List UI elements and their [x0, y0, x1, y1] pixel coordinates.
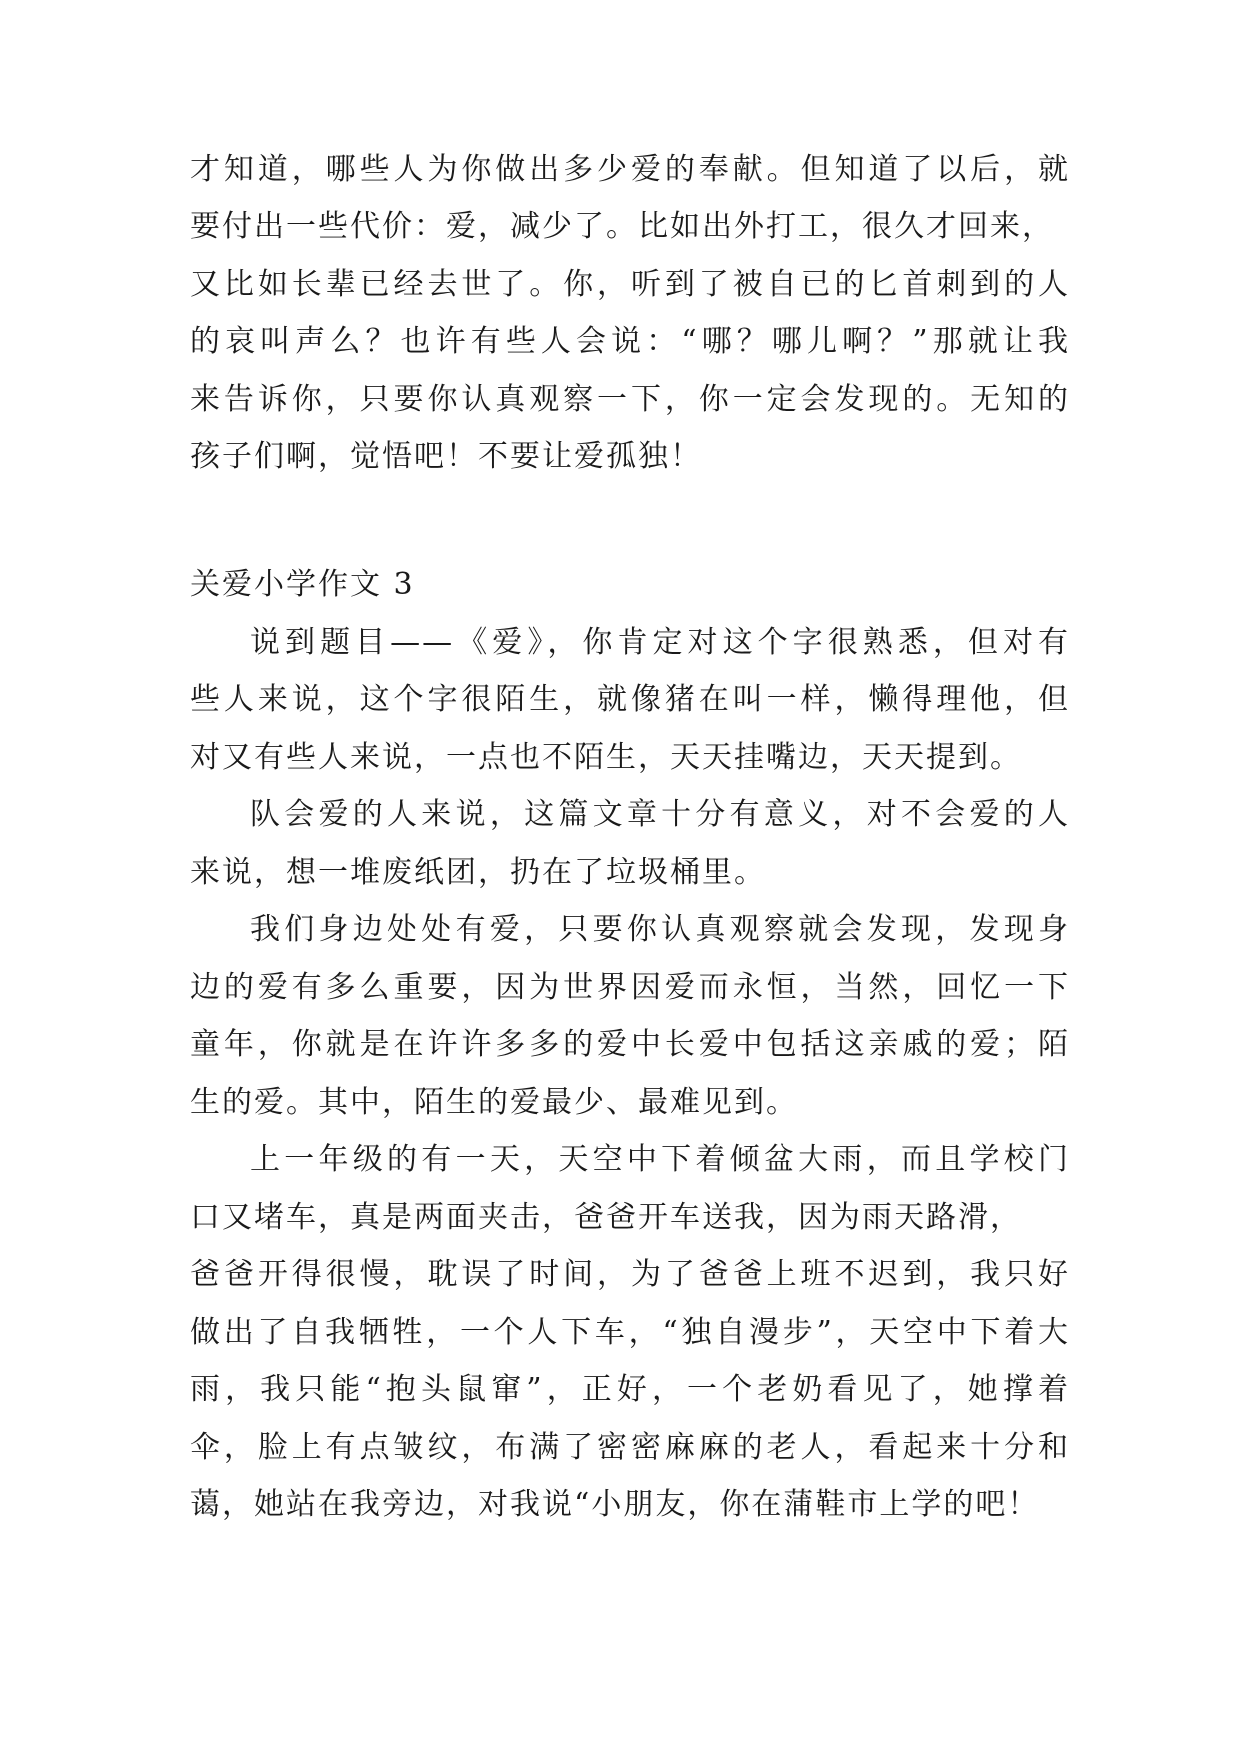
- intro-line-5: 来告诉你，只要你认真观察一下，你一定会发现的。无知的: [190, 382, 1070, 417]
- body-line: 说到题目——《爱》，你肯定对这个字很熟悉，但对有: [250, 625, 1070, 660]
- body-line: 我们身边处处有爱，只要你认真观察就会发现，发现身: [250, 912, 1070, 947]
- body-line: 来说，想一堆废纸团，扔在了垃圾桶里。: [190, 855, 766, 890]
- body-line: 做出了自我牺牲，一个人下车，“独自漫步”，天空中下着大: [190, 1315, 1070, 1350]
- body-line: 边的爱有多么重要，因为世界因爱而永恒，当然，回忆一下: [190, 970, 1070, 1005]
- body-line: 爸爸开得很慢，耽误了时间，为了爸爸上班不迟到，我只好: [190, 1257, 1070, 1292]
- body-line: 生的爱。其中，陌生的爱最少、最难见到。: [190, 1085, 798, 1120]
- intro-line-2: 要付出一些代价：爱，减少了。比如出外打工，很久才回来，: [190, 209, 1054, 244]
- body-line: 雨，我只能“抱头鼠窜”，正好，一个老奶看见了，她撑着: [190, 1372, 1070, 1407]
- body-line: 口又堵车，真是两面夹击，爸爸开车送我，因为雨天路滑，: [190, 1200, 1022, 1235]
- intro-line-4: 的哀叫声么？也许有些人会说：“哪？哪儿啊？”那就让我: [190, 324, 1070, 359]
- body-line: 蔼，她站在我旁边，对我说“小朋友，你在蒲鞋市上学的吧！: [190, 1487, 1040, 1522]
- body-line: 些人来说，这个字很陌生，就像猪在叫一样，懒得理他，但: [190, 682, 1070, 717]
- intro-line-6: 孩子们啊，觉悟吧！不要让爱孤独！: [190, 439, 702, 474]
- body-line: 伞，脸上有点皱纹，布满了密密麻麻的老人，看起来十分和: [190, 1430, 1070, 1465]
- body-line: 童年，你就是在许许多多的爱中长爱中包括这亲戚的爱；陌: [190, 1027, 1070, 1062]
- intro-line-3: 又比如长辈已经去世了。你，听到了被自已的匕首刺到的人: [190, 267, 1070, 302]
- body-line: 队会爱的人来说，这篇文章十分有意义，对不会爱的人: [250, 797, 1070, 832]
- section-title: 关爱小学作文 3: [190, 567, 415, 602]
- body-line: 对又有些人来说，一点也不陌生，天天挂嘴边，天天提到。: [190, 740, 1022, 775]
- body-line: 上一年级的有一天，天空中下着倾盆大雨，而且学校门: [250, 1142, 1070, 1177]
- intro-line-1: 才知道，哪些人为你做出多少爱的奉献。但知道了以后，就: [190, 152, 1070, 187]
